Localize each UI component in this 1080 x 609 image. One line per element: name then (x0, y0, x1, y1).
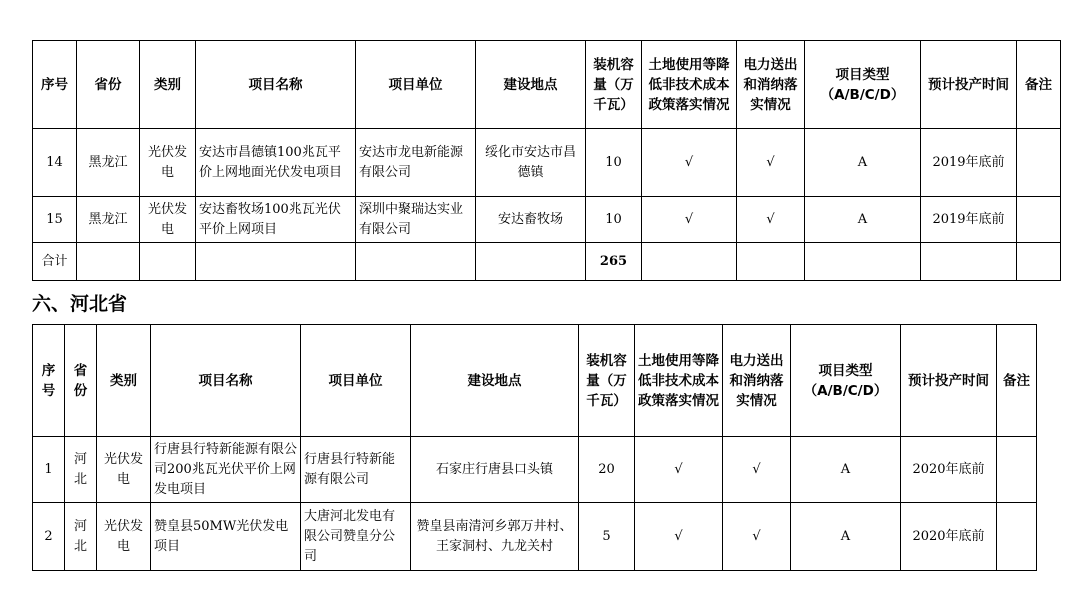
cell-land-policy: √ (642, 197, 737, 243)
cell-land-policy: √ (635, 503, 723, 571)
table-header-row (33, 41, 1061, 129)
table-row (33, 129, 1061, 197)
header-cell: 项目名称 (151, 325, 301, 437)
header-cell: 土地使用等降低非技术成本政策落实情况 (635, 325, 723, 437)
header-cell: 项目名称 (196, 41, 356, 129)
empty-cell (805, 243, 921, 281)
header-cell: 装机容量（万千瓦） (586, 41, 642, 129)
header-cell: 项目类型（A/B/C/D） (791, 325, 901, 437)
cell-time: 2020年底前 (901, 437, 997, 503)
cell-province: 河北 (65, 503, 97, 571)
cell-note (1017, 129, 1061, 197)
cell-location: 安达畜牧场 (476, 197, 586, 243)
section-heading: 六、河北省 (32, 293, 128, 315)
cell-note (1017, 197, 1061, 243)
table-header-row (33, 325, 1037, 437)
header-cell: 备注 (1017, 41, 1061, 129)
empty-cell (1017, 243, 1061, 281)
cell-project-unit: 安达市龙电新能源有限公司 (356, 129, 476, 197)
cell-location: 绥化市安达市昌德镇 (476, 129, 586, 197)
header-cell: 土地使用等降低非技术成本政策落实情况 (642, 41, 737, 129)
cell-location: 石家庄行唐县口头镇 (411, 437, 579, 503)
empty-cell (476, 243, 586, 281)
cell-project-type: A (805, 129, 921, 197)
cell-note (997, 437, 1037, 503)
cell-power: √ (723, 503, 791, 571)
cell-province: 黑龙江 (77, 197, 140, 243)
cell-time: 2020年底前 (901, 503, 997, 571)
cell-province: 黑龙江 (77, 129, 140, 197)
header-cell: 类别 (97, 325, 151, 437)
total-capacity: 265 (586, 243, 642, 281)
empty-cell (356, 243, 476, 281)
table-row (33, 503, 1037, 571)
cell-time: 2019年底前 (921, 197, 1017, 243)
header-cell: 预计投产时间 (901, 325, 997, 437)
header-cell: 序号 (33, 325, 65, 437)
header-cell: 序号 (33, 41, 77, 129)
header-cell: 项目单位 (356, 41, 476, 129)
table-row (33, 197, 1061, 243)
cell-project-type: A (805, 197, 921, 243)
cell-project-unit: 大唐河北发电有限公司赞皇分公司 (301, 503, 411, 571)
header-cell: 项目类型（A/B/C/D） (805, 41, 921, 129)
cell-no: 2 (33, 503, 65, 571)
cell-land-policy: √ (635, 437, 723, 503)
header-cell: 预计投产时间 (921, 41, 1017, 129)
cell-time: 2019年底前 (921, 129, 1017, 197)
empty-cell (642, 243, 737, 281)
cell-power: √ (737, 129, 805, 197)
header-cell: 电力送出和消纳落实情况 (723, 325, 791, 437)
cell-province: 河北 (65, 437, 97, 503)
total-label: 合计 (33, 243, 77, 281)
cell-location: 赞皇县南清河乡郭万井村、王家洞村、九龙关村 (411, 503, 579, 571)
table-row (33, 437, 1037, 503)
cell-type: 光伏发电 (140, 129, 196, 197)
header-cell: 装机容量（万千瓦） (579, 325, 635, 437)
cell-capacity: 10 (586, 197, 642, 243)
cell-project-type: A (791, 437, 901, 503)
header-cell: 备注 (997, 325, 1037, 437)
cell-type: 光伏发电 (97, 437, 151, 503)
cell-project-type: A (791, 503, 901, 571)
header-cell: 类别 (140, 41, 196, 129)
cell-project-unit: 行唐县行特新能源有限公司 (301, 437, 411, 503)
empty-cell (140, 243, 196, 281)
cell-project-name: 赞皇县50MW光伏发电项目 (151, 503, 301, 571)
header-cell: 电力送出和消纳落实情况 (737, 41, 805, 129)
cell-power: √ (737, 197, 805, 243)
cell-capacity: 20 (579, 437, 635, 503)
cell-land-policy: √ (642, 129, 737, 197)
header-cell: 建设地点 (476, 41, 586, 129)
empty-cell (737, 243, 805, 281)
cell-type: 光伏发电 (97, 503, 151, 571)
cell-no: 1 (33, 437, 65, 503)
cell-type: 光伏发电 (140, 197, 196, 243)
header-cell: 省份 (77, 41, 140, 129)
total-row (33, 243, 1061, 281)
cell-project-unit: 深圳中聚瑞达实业有限公司 (356, 197, 476, 243)
cell-project-name: 安达市昌德镇100兆瓦平价上网地面光伏发电项目 (196, 129, 356, 197)
cell-capacity: 10 (586, 129, 642, 197)
empty-cell (921, 243, 1017, 281)
header-cell: 项目单位 (301, 325, 411, 437)
header-cell: 建设地点 (411, 325, 579, 437)
cell-project-name: 行唐县行特新能源有限公司200兆瓦光伏平价上网发电项目 (151, 437, 301, 503)
cell-power: √ (723, 437, 791, 503)
cell-no: 15 (33, 197, 77, 243)
cell-capacity: 5 (579, 503, 635, 571)
cell-note (997, 503, 1037, 571)
hebei-project-table (32, 324, 1037, 571)
empty-cell (77, 243, 140, 281)
header-cell: 省份 (65, 325, 97, 437)
heilongjiang-project-table (32, 40, 1061, 281)
cell-project-name: 安达畜牧场100兆瓦光伏平价上网项目 (196, 197, 356, 243)
cell-no: 14 (33, 129, 77, 197)
empty-cell (196, 243, 356, 281)
